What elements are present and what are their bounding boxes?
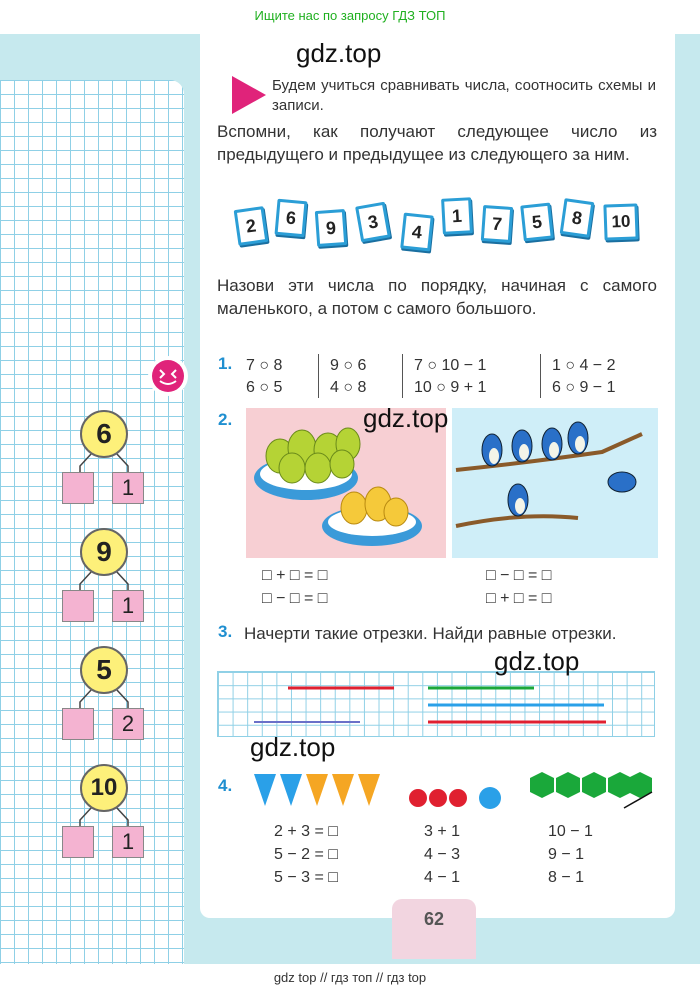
segments [218,672,656,738]
task-4-number: 4. [218,776,233,795]
arithmetic-expression: 8 − 1 [548,869,585,886]
number-card: 8 [560,198,595,238]
circles-figure [406,784,504,812]
comparison-expression: 7 ○ 10 − 1 [414,357,487,374]
page-number: 62 [392,899,476,959]
watermark: gdz.top [296,38,382,68]
number-card: 6 [274,199,307,237]
scheme-total-circle: 6 [80,410,128,458]
comparison-expression: 1 ○ 4 − 2 [552,357,616,374]
comparison-expression: 6 ○ 9 − 1 [552,379,616,396]
equation-template: □ + □ = □ [262,567,328,584]
task-3-text: Начерти такие отрезки. Найди равные отрезки. [244,624,617,643]
scheme-part-square: 1 [112,826,144,858]
arithmetic-expression: 4 − 3 [424,846,461,863]
number-card: 1 [441,197,473,235]
comparison-expression: 4 ○ 8 [330,379,367,396]
comparison-expression: 9 ○ 6 [330,357,367,374]
arithmetic-expression: 2 + 3 = □ [274,823,338,840]
hexagons-figure [524,772,654,812]
scheme-part-square: 1 [112,472,144,504]
equation-template: □ + □ = □ [486,590,552,607]
number-card: 7 [481,205,513,243]
watermark: gdz.top [363,403,449,433]
number-card: 2 [234,206,269,246]
recall-text: Вспомни, как получают следующее число из предыдущего и предыдущее из следующего за ним. [217,122,657,164]
scheme-total-circle: 5 [80,646,128,694]
header-banner: Ищите нас по запросу ГДЗ ТОП [254,8,446,23]
scheme-empty-square [62,826,94,858]
scheme-empty-square [62,472,94,504]
equation-template: □ − □ = □ [262,590,328,607]
pair-work-badge [148,356,188,396]
comparison-expression: 6 ○ 5 [246,379,283,396]
triangles-figure [252,772,384,810]
order-task: Назови эти числа по порядку, начиная с самого маленького, а потом с самого большого. [217,276,657,318]
arithmetic-expression: 5 − 3 = □ [274,869,338,886]
segments-grid [217,671,655,737]
scheme-empty-square [62,708,94,740]
arithmetic-expression: 5 − 2 = □ [274,846,338,863]
watermark: gdz.top [250,732,336,762]
equation-template: □ − □ = □ [486,567,552,584]
comparison-expression: 10 ○ 9 + 1 [414,379,487,396]
scheme-empty-square [62,590,94,622]
number-card: 10 [603,203,638,240]
arithmetic-expression: 3 + 1 [424,823,461,840]
watermark: gdz.top [494,646,580,676]
scheme-total-circle: 10 [80,764,128,812]
scheme-part-square: 2 [112,708,144,740]
arithmetic-expression: 9 − 1 [548,846,585,863]
pair-work-icon [148,356,188,396]
birds-illustration [452,408,658,558]
comparison-expression: 7 ○ 8 [246,357,283,374]
task-1-number: 1. [218,354,233,373]
lesson-goal: Будем учиться сравнивать числа, соотносить схемы и записи. [272,77,656,114]
scheme-total-circle: 9 [80,528,128,576]
number-card: 3 [355,202,391,243]
column-divider [402,354,403,398]
column-divider [540,354,541,398]
arithmetic-expression: 10 − 1 [548,823,593,840]
scheme-part-square: 1 [112,590,144,622]
arithmetic-expression: 4 − 1 [424,869,461,886]
number-card: 5 [520,203,554,242]
number-card: 4 [400,213,434,252]
column-divider [318,354,319,398]
task-3-number: 3. [218,622,233,641]
task-2-number: 2. [218,410,233,429]
play-arrow-icon [230,76,268,114]
number-card: 9 [315,209,347,247]
footer-links: gdz top // гдз топ // гдз top [273,970,427,985]
